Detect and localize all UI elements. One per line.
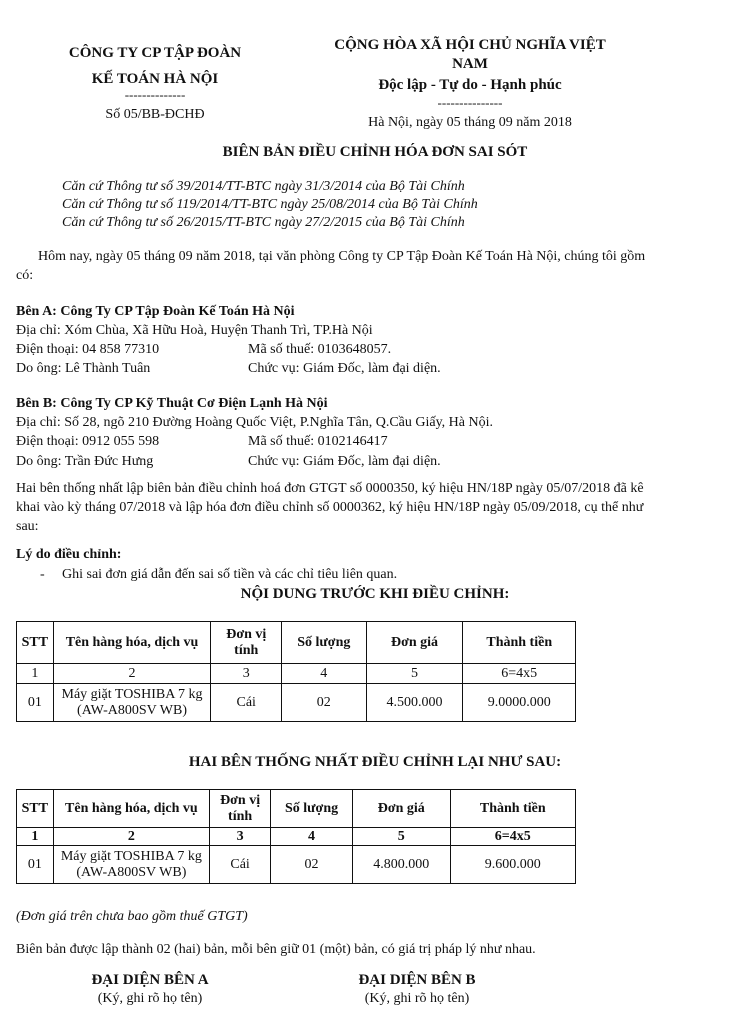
agreement-line: khai vào kỳ tháng 07/2018 và lập hóa đơn điều chỉnh số 0000362, ký hiệu HN/18P ngày 05/09/2018, cụ thể như bbox=[16, 500, 644, 515]
index-cell: 2 bbox=[53, 828, 210, 846]
item-name-line1: Máy giặt TOSHIBA 7 kg bbox=[61, 686, 203, 702]
index-cell: 6=4x5 bbox=[450, 828, 576, 846]
signature-b-title: ĐẠI DIỆN BÊN B bbox=[358, 972, 476, 988]
agreement-line: sau: bbox=[16, 519, 39, 534]
index-cell: 2 bbox=[53, 664, 211, 684]
col-header-name: Tên hàng hóa, dịch vụ bbox=[53, 622, 211, 664]
table-header-row bbox=[17, 622, 576, 664]
signature-b bbox=[327, 971, 507, 1008]
index-cell: 1 bbox=[17, 828, 54, 846]
party-b-address: Địa chỉ: Số 28, ngõ 210 Đường Hoàng Quốc Việt, P.Nghĩa Tân, Q.Cầu Giấy, Hà Nội. bbox=[16, 415, 494, 430]
legal-basis-item: Căn cứ Thông tư số 26/2015/TT-BTC ngày 27/2/2015 của Bộ Tài Chính bbox=[62, 215, 465, 230]
table-index-row bbox=[17, 664, 576, 684]
national-header bbox=[300, 36, 640, 132]
item-name-line2: (AW-A800SV WB) bbox=[77, 702, 188, 718]
signature-b-note: (Ký, ghi rõ họ tên) bbox=[364, 991, 470, 1006]
nation-line1: CỘNG HÒA XÃ HỘI CHỦ NGHĨA VIỆT bbox=[334, 37, 606, 53]
signature-a-title: ĐẠI DIỆN BÊN A bbox=[91, 972, 209, 988]
legal-bases bbox=[62, 178, 478, 232]
motto: Độc lập - Tự do - Hạnh phúc bbox=[378, 77, 562, 93]
before-heading: NỘI DUNG TRƯỚC KHI ĐIỀU CHỈNH: bbox=[240, 586, 510, 602]
col-header-qty: Số lượng bbox=[282, 622, 366, 664]
index-cell: 4 bbox=[282, 664, 366, 684]
item-amount: 9.0000.000 bbox=[463, 684, 576, 722]
place-date: Hà Nội, ngày 05 tháng 09 năm 2018 bbox=[368, 115, 572, 130]
party-a-rep: Do ông: Lê Thành Tuân bbox=[16, 361, 151, 376]
agreement-line: Hai bên thống nhất lập biên bản điều chỉnh hoá đơn GTGT số 0000350, ký hiệu HN/18P ngày 05/07/2018 đã kê bbox=[16, 481, 644, 496]
item-unit: Cái bbox=[211, 684, 282, 722]
index-cell: 5 bbox=[353, 828, 450, 846]
reason-heading: Lý do điều chỉnh: bbox=[16, 547, 122, 562]
nation-line2: NAM bbox=[452, 56, 488, 72]
index-cell: 1 bbox=[17, 664, 54, 684]
before-table bbox=[16, 621, 576, 722]
col-header-name: Tên hàng hóa, dịch vụ bbox=[53, 790, 210, 828]
col-header-stt: STT bbox=[17, 790, 54, 828]
item-price: 4.500.000 bbox=[366, 684, 463, 722]
item-stt: 01 bbox=[17, 684, 54, 722]
index-cell: 4 bbox=[271, 828, 353, 846]
table-header-row bbox=[17, 790, 576, 828]
item-unit: Cái bbox=[210, 846, 271, 884]
party-a-position: Chức vụ: Giám Đốc, làm đại diện. bbox=[248, 361, 441, 376]
table-row bbox=[17, 846, 576, 884]
party-b-name: Bên B: Công Ty CP Kỹ Thuật Cơ Điện Lạnh Hà Nội bbox=[16, 396, 328, 411]
index-cell: 5 bbox=[366, 664, 463, 684]
item-qty: 02 bbox=[271, 846, 353, 884]
col-header-qty: Số lượng bbox=[271, 790, 353, 828]
signature-a-note: (Ký, ghi rõ họ tên) bbox=[97, 991, 203, 1006]
party-b-position: Chức vụ: Giám Đốc, làm đại diện. bbox=[248, 454, 441, 469]
intro-line: Hôm nay, ngày 05 tháng 09 năm 2018, tại văn phòng Công ty CP Tập Đoàn Kế Toán Hà Nội, chúng tôi gồm bbox=[38, 249, 646, 264]
company-header bbox=[40, 44, 270, 124]
reason-text: Ghi sai đơn giá dẫn đến sai số tiền và các chỉ tiêu liên quan. bbox=[62, 567, 398, 582]
legal-basis-item: Căn cứ Thông tư số 119/2014/TT-BTC ngày 25/08/2014 của Bộ Tài Chính bbox=[62, 197, 478, 212]
table-row bbox=[17, 684, 576, 722]
item-name-line1: Máy giặt TOSHIBA 7 kg bbox=[60, 848, 202, 864]
party-b-rep: Do ông: Trần Đức Hưng bbox=[16, 454, 154, 469]
item-amount: 9.600.000 bbox=[450, 846, 576, 884]
company-name-line1: CÔNG TY CP TẬP ĐOÀN bbox=[68, 45, 242, 61]
item-stt: 01 bbox=[17, 846, 54, 884]
after-table bbox=[16, 789, 576, 884]
table-index-row bbox=[17, 828, 576, 846]
item-name-line2: (AW-A800SV WB) bbox=[76, 864, 187, 880]
index-cell: 3 bbox=[210, 828, 271, 846]
party-a-name: Bên A: Công Ty CP Tập Đoàn Kế Toán Hà Nội bbox=[16, 304, 295, 319]
party-a-phone: Điện thoại: 04 858 77310 bbox=[16, 342, 160, 357]
item-name bbox=[53, 684, 211, 722]
company-dashes: -------------- bbox=[124, 87, 186, 102]
doc-number: Số 05/BB-ĐCHĐ bbox=[105, 107, 205, 122]
col-header-amount: Thành tiền bbox=[450, 790, 576, 828]
party-a-address: Địa chỉ: Xóm Chùa, Xã Hữu Hoà, Huyện Thanh Trì, TP.Hà Nội bbox=[16, 323, 373, 338]
item-name bbox=[53, 846, 210, 884]
signature-a bbox=[60, 971, 240, 1008]
company-name-line2: KẾ TOÁN HÀ NỘI bbox=[91, 71, 219, 87]
index-cell: 6=4x5 bbox=[463, 664, 576, 684]
col-header-price: Đơn giá bbox=[353, 790, 450, 828]
legal-basis-item: Căn cứ Thông tư số 39/2014/TT-BTC ngày 31/3/2014 của Bộ Tài Chính bbox=[62, 179, 465, 194]
col-header-unit: Đơn vị tính bbox=[210, 790, 271, 828]
index-cell: 3 bbox=[211, 664, 282, 684]
copies-statement: Biên bản được lập thành 02 (hai) bản, mỗi bên giữ 01 (một) bản, có giá trị pháp lý như nhau. bbox=[16, 942, 536, 957]
after-heading: HAI BÊN THỐNG NHẤT ĐIỀU CHỈNH LẠI NHƯ SAU: bbox=[188, 754, 562, 770]
intro-line-cont: có: bbox=[16, 268, 34, 283]
col-header-price: Đơn giá bbox=[366, 622, 463, 664]
item-qty: 02 bbox=[282, 684, 366, 722]
tax-note: (Đơn giá trên chưa bao gồm thuế GTGT) bbox=[16, 909, 248, 924]
party-a-tax: Mã số thuế: 0103648057. bbox=[248, 342, 392, 357]
party-b-tax: Mã số thuế: 0102146417 bbox=[248, 434, 388, 449]
col-header-stt: STT bbox=[17, 622, 54, 664]
party-b-phone: Điện thoại: 0912 055 598 bbox=[16, 434, 160, 449]
col-header-amount: Thành tiền bbox=[463, 622, 576, 664]
motto-dashes: --------------- bbox=[437, 95, 503, 110]
document-title: BIÊN BẢN ĐIỀU CHỈNH HÓA ĐƠN SAI SÓT bbox=[222, 144, 528, 160]
reason-bullet: - bbox=[40, 567, 45, 582]
item-price: 4.800.000 bbox=[353, 846, 450, 884]
col-header-unit: Đơn vị tính bbox=[211, 622, 282, 664]
